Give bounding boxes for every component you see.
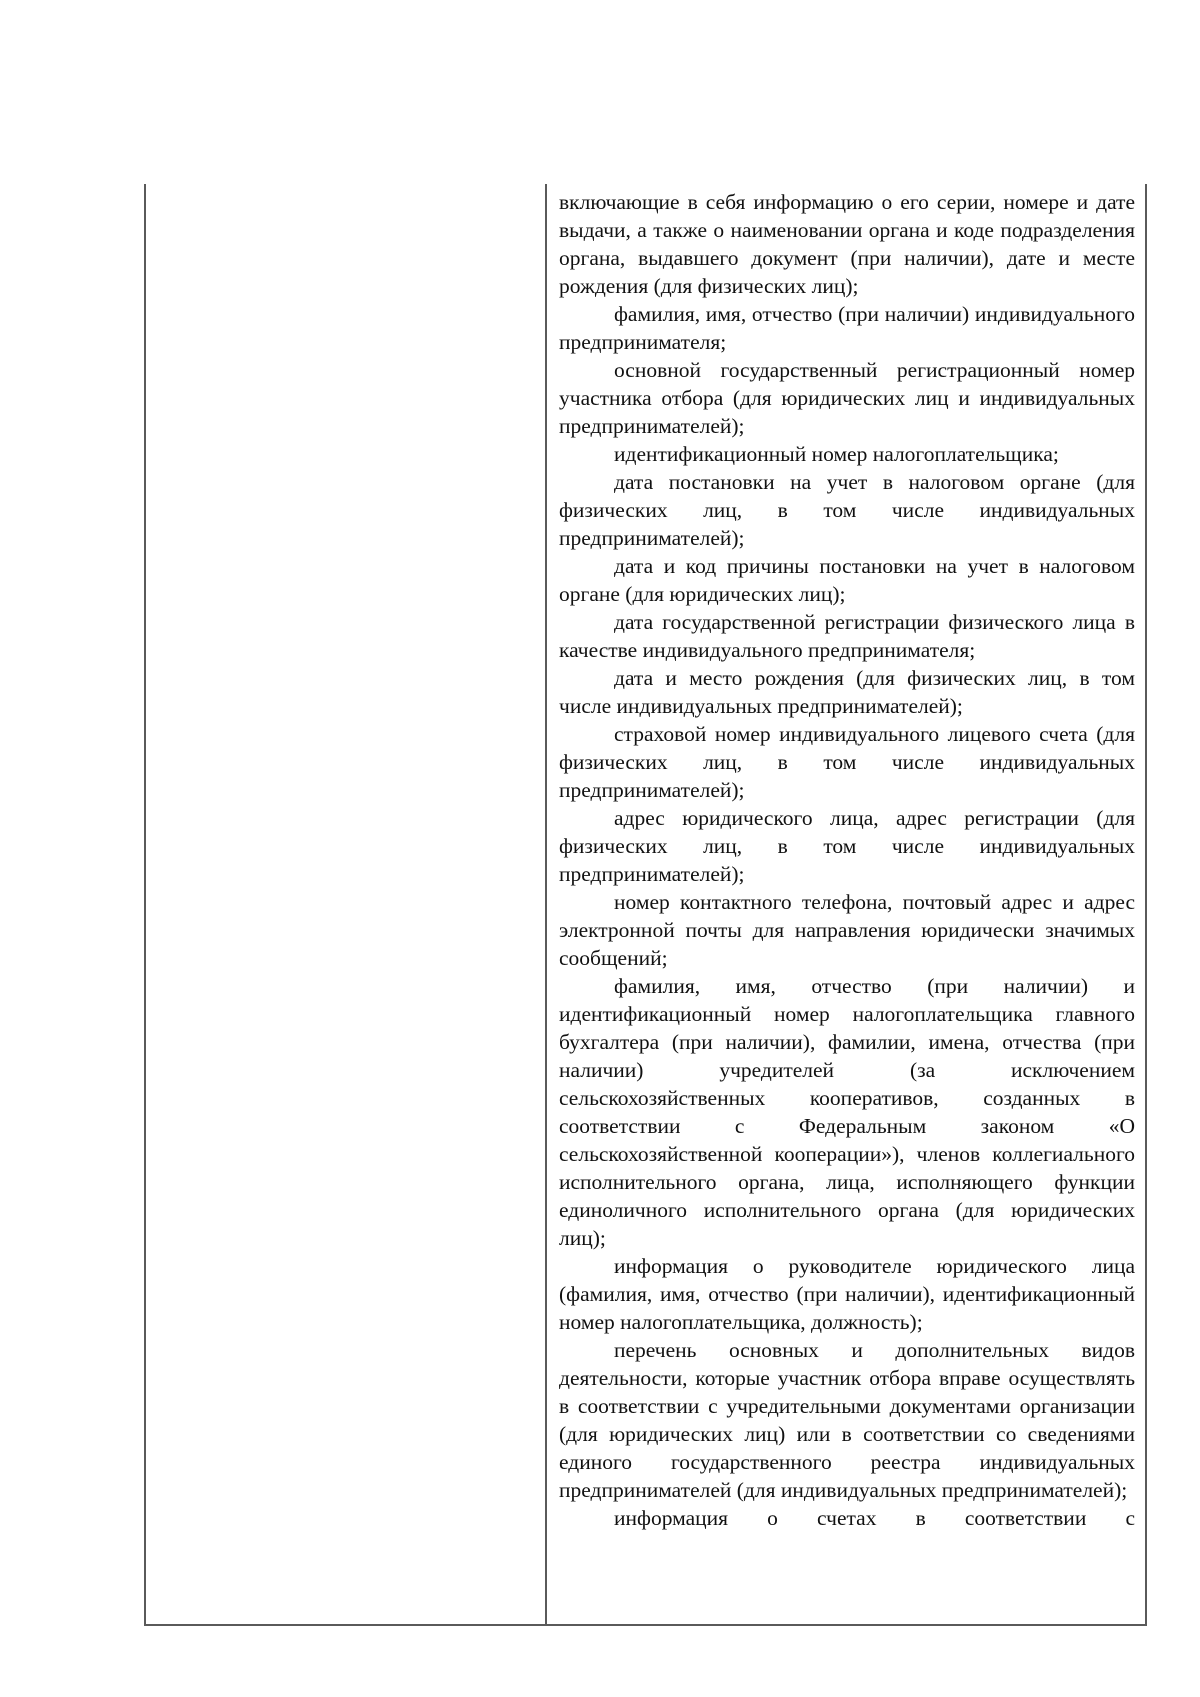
paragraph: фамилия, имя, отчество (при наличии) и идентификационный номер налогоплательщика главного бухгалтера (при наличии), фамилии, имена, отчества (при наличии) учредителей (за исключением сельскохозяйственных кооперативов, созданных в соответствии с Федеральным законом «О сельскохозяйственной кооперации»), членов коллегиального исполнительного органа, лица, исполняющего функции единоличного исполнительного органа (для юридических лиц); xyxy=(559,974,1135,1250)
paragraph: идентификационный номер налогоплательщика; xyxy=(614,442,1059,466)
document-table xyxy=(144,184,1147,1626)
paragraph: основной государственный регистрационный номер участника отбора (для юридических лиц и индивидуальных предпринимателей); xyxy=(559,358,1135,438)
paragraph: дата постановки на учет в налоговом органе (для физических лиц, в том числе индивидуальных предпринимателей); xyxy=(559,470,1135,550)
paragraph: адрес юридического лица, адрес регистрации (для физических лиц, в том числе индивидуальных предпринимателей); xyxy=(559,806,1135,886)
paragraph: перечень основных и дополнительных видов деятельности, которые участник отбора вправе осуществлять в соответствии с учредительными документами организации (для юридических лиц) или в соответствии со сведениями единого государственного реестра индивидуальных предпринимателей (для индивидуальных предпринимателей); xyxy=(559,1338,1135,1502)
paragraph: страховой номер индивидуального лицевого счета (для физических лиц, в том числе индивидуальных предпринимателей); xyxy=(559,722,1135,802)
table-left-column xyxy=(146,184,547,1624)
table-right-column xyxy=(547,184,1145,1624)
paragraph: номер контактного телефона, почтовый адрес и адрес электронной почты для направления юридически значимых сообщений; xyxy=(559,890,1135,970)
paragraph: включающие в себя информацию о его серии, номере и дате выдачи, а также о наименовании органа и коде подразделения органа, выдавшего документ (при наличии), дате и месте рождения (для физических лиц); xyxy=(559,190,1135,298)
paragraph: информация о руководителе юридического лица (фамилия, имя, отчество (при наличии), идентификационный номер налогоплательщика, должность); xyxy=(559,1254,1135,1334)
paragraph: дата государственной регистрации физического лица в качестве индивидуального предпринимателя; xyxy=(559,610,1135,662)
paragraph: информация о счетах в соответствии с xyxy=(614,1506,1135,1530)
paragraph: дата и место рождения (для физических лиц, в том числе индивидуальных предпринимателей); xyxy=(559,666,1135,718)
paragraph: дата и код причины постановки на учет в налоговом органе (для юридических лиц); xyxy=(559,554,1135,606)
paragraph: фамилия, имя, отчество (при наличии) индивидуального предпринимателя; xyxy=(559,302,1135,354)
